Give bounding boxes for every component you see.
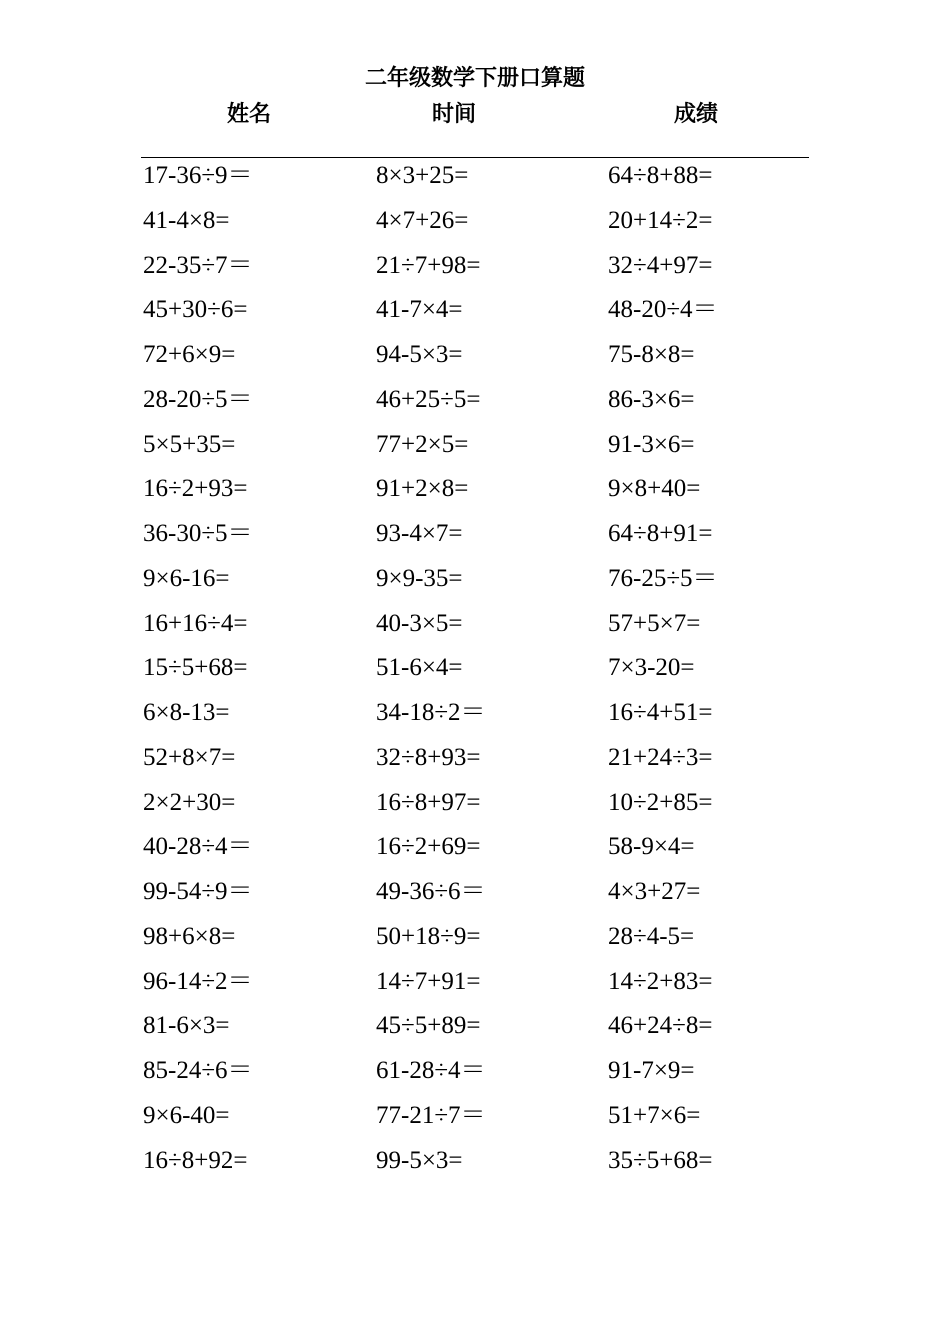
arithmetic-problem: 34-18÷2＝ — [376, 699, 486, 726]
arithmetic-problem: 45+30÷6= — [143, 296, 248, 324]
arithmetic-problem: 57+5×7= — [608, 609, 701, 637]
arithmetic-problem: 41-7×4= — [376, 296, 463, 324]
arithmetic-problem: 72+6×9= — [143, 341, 236, 368]
arithmetic-problem: 64÷8+88= — [608, 162, 713, 189]
arithmetic-problem: 64÷8+91= — [608, 520, 713, 547]
arithmetic-problem: 91-3×6= — [608, 430, 695, 458]
name-field-label: 姓名 — [227, 102, 272, 127]
arithmetic-problem: 46+25÷5= — [376, 385, 481, 413]
arithmetic-problem: 48-20÷4＝ — [608, 296, 718, 324]
arithmetic-problem: 49-36÷6＝ — [376, 878, 486, 905]
arithmetic-problem: 77-21÷7＝ — [376, 1101, 486, 1129]
arithmetic-problem: 36-30÷5＝ — [143, 520, 253, 547]
arithmetic-problem: 22-35÷7＝ — [143, 251, 253, 279]
arithmetic-problem: 6×8-13= — [143, 699, 230, 726]
arithmetic-problem: 9×8+40= — [608, 475, 701, 503]
arithmetic-problem: 75-8×8= — [608, 341, 695, 368]
score-field-label: 成绩 — [674, 102, 719, 127]
arithmetic-problem: 85-24÷6＝ — [143, 1057, 253, 1084]
arithmetic-problem: 51-6×4= — [376, 654, 463, 682]
arithmetic-problem: 4×7+26= — [376, 206, 469, 234]
arithmetic-problem: 5×5+35= — [143, 430, 236, 458]
arithmetic-problem: 21+24÷3= — [608, 743, 713, 771]
arithmetic-problem: 16÷4+51= — [608, 699, 713, 726]
arithmetic-problem: 81-6×3= — [143, 1012, 230, 1040]
arithmetic-problem: 40-3×5= — [376, 609, 463, 637]
arithmetic-problem: 35÷5+68= — [608, 1146, 713, 1174]
arithmetic-problem: 86-3×6= — [608, 385, 695, 413]
arithmetic-problem: 50+18÷9= — [376, 922, 481, 950]
arithmetic-problem: 14÷2+83= — [608, 967, 713, 995]
arithmetic-problem: 28-20÷5＝ — [143, 385, 253, 413]
arithmetic-problem: 8×3+25= — [376, 162, 469, 189]
arithmetic-problem: 41-4×8= — [143, 206, 230, 234]
arithmetic-problem: 45÷5+89= — [376, 1012, 481, 1040]
arithmetic-problem: 4×3+27= — [608, 878, 701, 905]
arithmetic-problem: 2×2+30= — [143, 788, 236, 816]
arithmetic-problem: 10÷2+85= — [608, 788, 713, 816]
arithmetic-problem: 96-14÷2＝ — [143, 967, 253, 995]
arithmetic-problem: 40-28÷4＝ — [143, 833, 253, 861]
arithmetic-problem: 14÷7+91= — [376, 967, 481, 995]
time-field-label: 时间 — [432, 102, 477, 127]
arithmetic-problem: 94-5×3= — [376, 341, 463, 368]
arithmetic-problem: 9×6-16= — [143, 564, 230, 592]
arithmetic-problem: 46+24÷8= — [608, 1012, 713, 1040]
problem-grid — [143, 160, 843, 1189]
arithmetic-problem: 16÷2+69= — [376, 833, 481, 861]
arithmetic-problem: 91+2×8= — [376, 475, 469, 503]
arithmetic-problem: 15÷5+68= — [143, 654, 248, 682]
arithmetic-problem: 76-25÷5＝ — [608, 564, 718, 592]
arithmetic-problem: 52+8×7= — [143, 743, 236, 771]
arithmetic-problem: 20+14÷2= — [608, 206, 713, 234]
arithmetic-problem: 21÷7+98= — [376, 251, 481, 279]
arithmetic-problem: 99-54÷9＝ — [143, 878, 253, 905]
arithmetic-problem: 98+6×8= — [143, 922, 236, 950]
header-divider — [141, 157, 809, 158]
arithmetic-problem: 93-4×7= — [376, 520, 463, 547]
arithmetic-problem: 28÷4-5= — [608, 922, 695, 950]
arithmetic-problem: 17-36÷9＝ — [143, 162, 253, 189]
arithmetic-problem: 9×9-35= — [376, 564, 463, 592]
arithmetic-problem: 51+7×6= — [608, 1101, 701, 1129]
arithmetic-problem: 16÷8+97= — [376, 788, 481, 816]
arithmetic-problem: 16+16÷4= — [143, 609, 248, 637]
arithmetic-problem: 61-28÷4＝ — [376, 1057, 486, 1084]
arithmetic-problem: 7×3-20= — [608, 654, 695, 682]
arithmetic-problem: 99-5×3= — [376, 1146, 463, 1174]
arithmetic-problem: 16÷8+92= — [143, 1146, 248, 1174]
arithmetic-problem: 77+2×5= — [376, 430, 469, 458]
page-title: 二年级数学下册口算题 — [364, 66, 585, 91]
arithmetic-problem: 16÷2+93= — [143, 475, 248, 503]
arithmetic-problem: 32÷4+97= — [608, 251, 713, 279]
arithmetic-problem: 91-7×9= — [608, 1057, 695, 1084]
arithmetic-problem: 32÷8+93= — [376, 743, 481, 771]
arithmetic-problem: 9×6-40= — [143, 1101, 230, 1129]
arithmetic-problem: 58-9×4= — [608, 833, 695, 861]
